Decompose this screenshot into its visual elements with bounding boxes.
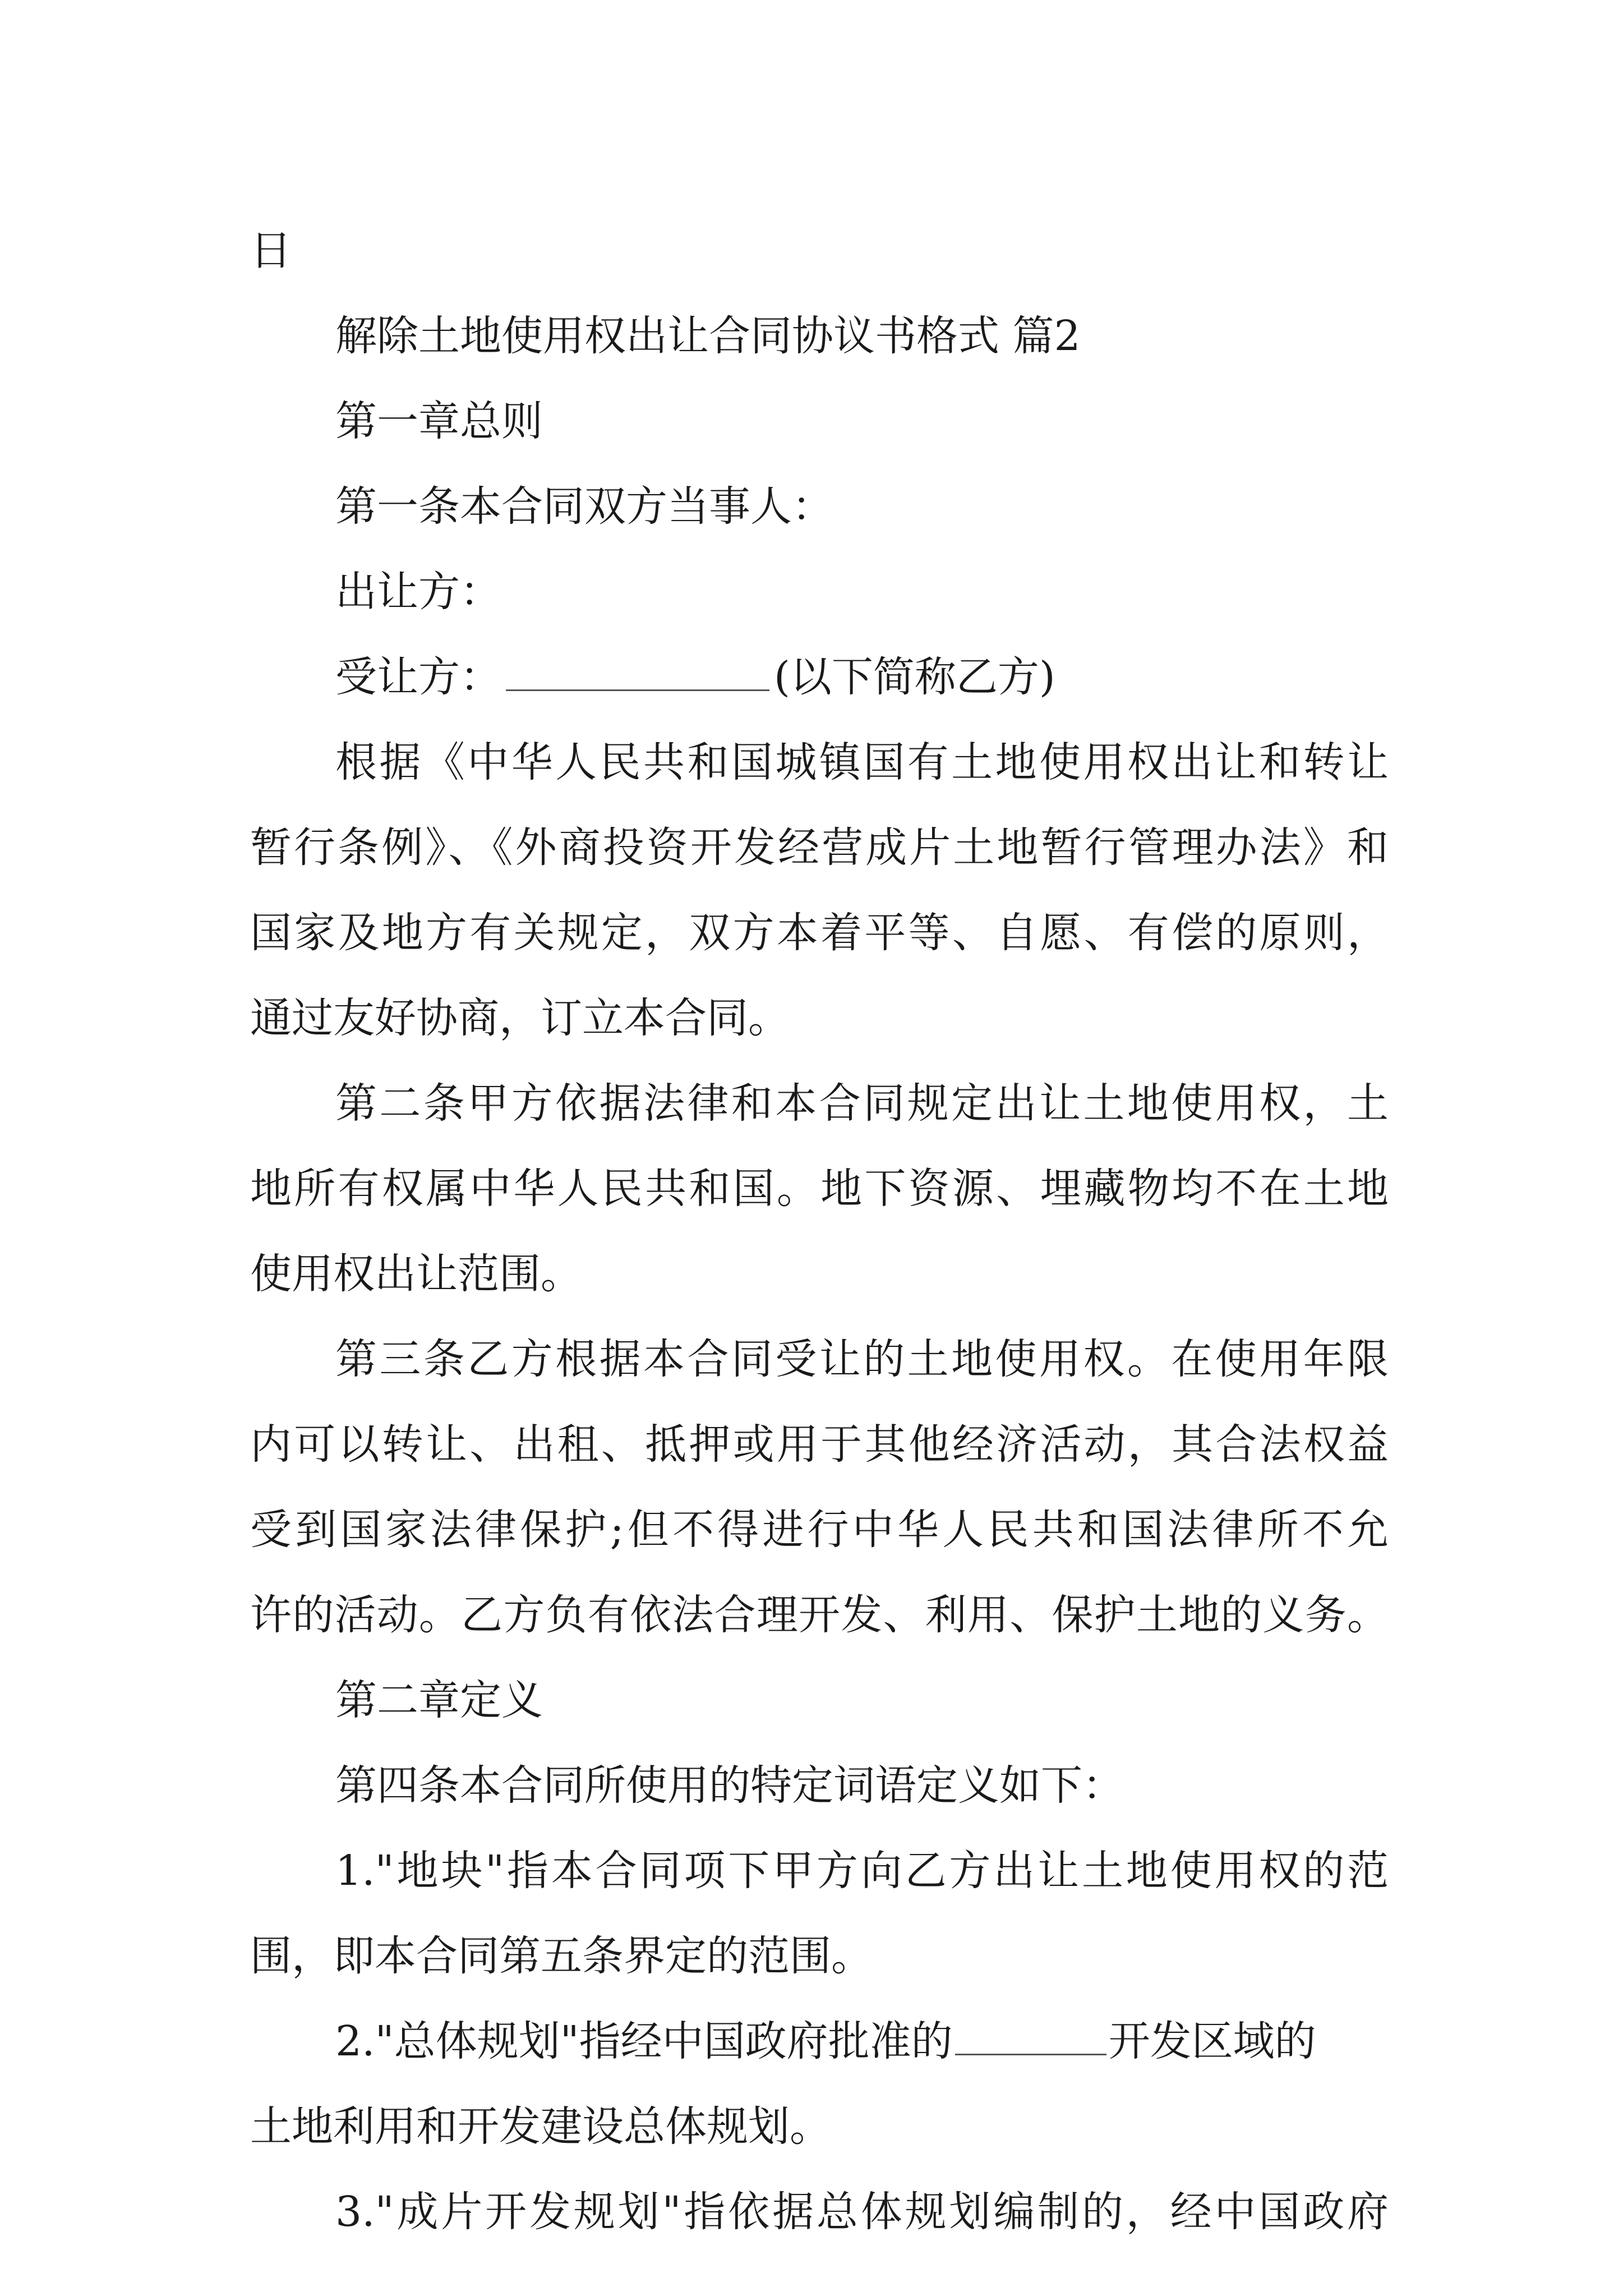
line-text: 第一条本合同双方当事人： [335,482,833,531]
line-text: 开发区域的 [1108,2017,1316,2065]
line-text: 国家及地方有关规定，双方本着平等、自愿、有偿的原则， [250,909,1389,957]
text-line [250,208,1389,293]
text-line [250,1828,1389,1913]
text-line [250,720,1389,805]
text-line [250,2084,1389,2169]
document-body [250,208,1389,2254]
chapter-heading [250,379,1389,464]
fill-in-blank [506,656,769,691]
line-text: 根据《中华人民共和国城镇国有土地使用权出让和转让 [335,738,1389,786]
text-line [250,634,1389,720]
line-text: (以下简称乙方) [774,653,1055,701]
line-text: 土地利用和开发建设总体规划。 [250,2102,831,2151]
text-line [250,1317,1389,1402]
line-text: 暂行条例》、《外商投资开发经营成片土地暂行管理办法》和 [250,823,1389,872]
text-line [250,1061,1389,1146]
text-line [250,464,1389,549]
line-text: 第三条乙方根据本合同受让的土地使用权。在使用年限 [335,1335,1389,1383]
line-text: 地所有权属中华人民共和国。地下资源、埋藏物均不在土地 [250,1165,1389,1213]
fill-in-blank [955,2020,1106,2055]
text-line [250,549,1389,634]
line-text: 3."成片开发规划"指依据总体规划编制的，经中国政府 [335,2188,1389,2236]
text-line [250,2169,1389,2254]
line-text: 受到国家法律保护;但不得进行中华人民共和国法律所不允 [250,1506,1389,1554]
line-text: 通过友好协商，订立本合同。 [250,994,790,1042]
text-line [250,890,1389,976]
line-text: 出让方： [335,568,501,616]
text-line [250,805,1389,890]
text-line [250,1487,1389,1572]
section-title [250,293,1389,379]
line-text: 使用权出让范围。 [250,1250,582,1298]
line-text: 围，即本合同第五条界定的范围。 [250,1932,873,1980]
line-text: 第一章总则 [335,397,543,445]
line-text: 1."地块"指本合同项下甲方向乙方出让土地使用权的范 [335,1847,1389,1895]
line-text: 内可以转让、出租、抵押或用于其他经济活动，其合法权益 [250,1420,1389,1469]
text-line [250,1999,1389,2084]
text-line [250,1146,1389,1231]
text-line [250,1402,1389,1487]
text-line [250,976,1389,1061]
text-line [250,1231,1389,1317]
line-text: 第四条本合同所使用的特定词语定义如下： [335,1761,1124,1810]
text-line [250,1572,1389,1658]
line-text: 日 [250,227,292,275]
line-text: 受让方： [335,653,501,701]
line-text: 第二条甲方依据法律和本合同规定出让土地使用权，土 [335,1079,1389,1128]
line-text: 许的活动。乙方负有依法合理开发、利用、保护土地的义务。 [250,1591,1389,1639]
chapter-heading [250,1658,1389,1743]
line-text: 解除土地使用权出让合同协议书格式 篇2 [335,312,1081,360]
line-text: 2."总体规划"指经中国政府批准的 [335,2017,953,2065]
text-line [250,1743,1389,1828]
text-line [250,1913,1389,1999]
line-text: 第二章定义 [335,1676,543,1724]
